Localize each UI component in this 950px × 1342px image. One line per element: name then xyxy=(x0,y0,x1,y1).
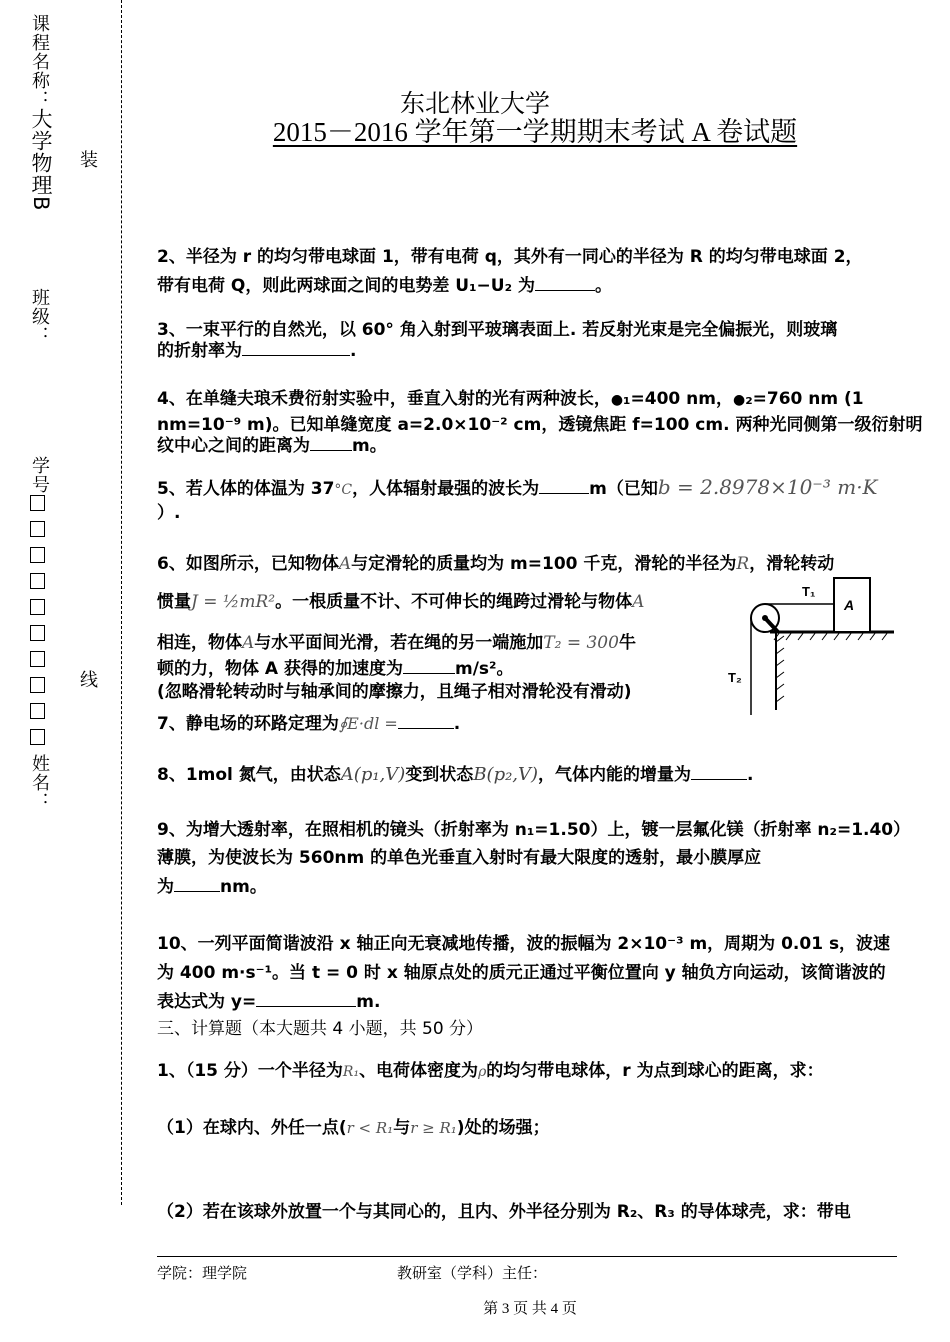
id-digit-box[interactable] xyxy=(30,703,45,719)
question-8: 8、1mol 氮气，由状态A(p₁,V)变到状态B(p₂,V)，气体内能的增量为 . xyxy=(157,760,754,790)
id-digit-box[interactable] xyxy=(30,677,45,693)
t2-label: T₂ xyxy=(728,670,742,685)
t1-label: T₁ xyxy=(802,584,816,599)
name-label: 姓名： xyxy=(29,754,50,811)
course-label: 课程名称： xyxy=(29,14,50,109)
answer-blank[interactable] xyxy=(535,272,595,291)
question-4-line-2: nm=10⁻⁹ m)。已知单缝宽度 a=2.0×10⁻² cm，透镜焦距 f=100 cm. 两种光同侧第一级衍射明 xyxy=(157,415,923,435)
binding-line xyxy=(121,0,122,1205)
id-digit-box[interactable] xyxy=(30,625,45,641)
pulley-figure xyxy=(722,570,902,720)
exam-title: 2015－2016 学年第一学期期末考试 A 卷试题 xyxy=(272,117,798,147)
id-digit-box[interactable] xyxy=(30,495,45,511)
answer-blank[interactable] xyxy=(539,475,589,494)
course-name: 大学物理B xyxy=(29,108,53,212)
answer-blank[interactable] xyxy=(398,710,454,729)
question-10-line-3: 表达式为 y= m. xyxy=(157,987,380,1017)
question-2-line-1: 2、半径为 r 的均匀带电球面 1，带有电荷 q，其外有一同心的半径为 R 的均匀带电球面 2， xyxy=(157,247,863,267)
calc-question-1-part-1: （1）在球内、外任一点(r < R₁与r ≥ R₁)处的场强； xyxy=(157,1118,550,1138)
question-10-line-1: 10、一列平面简谐波沿 x 轴正向无衰减地传播，波的振幅为 2×10⁻³ m，周期为 0.01 s，波速 xyxy=(157,934,891,954)
calc-question-1-part-2: （2）若在该球外放置一个与其同心的，且内、外半径分别为 R₂、R₃ 的导体球壳，求：带电 xyxy=(157,1202,851,1222)
question-4-line-1: 4、在单缝夫琅禾费衍射实验中，垂直入射的光有两种波长，●₁=400 nm，●₂=760 nm (1 xyxy=(157,389,864,409)
id-digit-box[interactable] xyxy=(30,547,45,563)
question-9-line-2: 薄膜，为使波长为 560nm 的单色光垂直入射时有最大限度的透射，最小膜厚应 xyxy=(157,848,762,868)
footer-director: 教研室（学科）主任： xyxy=(397,1266,548,1282)
answer-blank[interactable] xyxy=(691,761,747,780)
id-digit-box[interactable] xyxy=(30,729,45,745)
block-a-label: A xyxy=(844,597,855,613)
binding-mark: 装 xyxy=(80,150,98,170)
question-9-line-1: 9、为增大透射率，在照相机的镜头（折射率为 n₁=1.50）上，镀一层氟化镁（折射率 n₂=1.40） xyxy=(157,820,911,840)
question-5-line-1: 5、若人体的体温为 37°C，人体辐射最强的波长为 m（已知b = 2.8978×10⁻³ m·K xyxy=(157,475,878,499)
question-5-line-2: ）. xyxy=(157,503,181,523)
question-7: 7、静电场的环路定理为∮E·dl = . xyxy=(157,709,460,739)
section-3-heading: 三、计算题（本大题共 4 小题，共 50 分） xyxy=(157,1019,484,1039)
id-digit-box[interactable] xyxy=(30,521,45,537)
question-4-line-3: 纹中心之间的距离为 m。 xyxy=(157,431,387,461)
question-10-line-2: 为 400 m·s⁻¹。当 t = 0 时 x 轴原点处的质元正通过平衡位置向 y 轴负方向运动，该简谐波的 xyxy=(157,963,886,983)
question-2-line-2: 带有电荷 Q，则此两球面之间的电势差 U₁−U₂ 为 。 xyxy=(157,271,612,301)
question-6-line-1: 6、如图所示，已知物体A与定滑轮的质量均为 m=100 千克，滑轮的半径为R，滑轮转动 xyxy=(157,554,835,574)
question-6-line-3: 相连，物体A与水平面间光滑，若在绳的另一端施加T₂ = 300牛 xyxy=(157,633,636,653)
answer-blank[interactable] xyxy=(256,988,356,1007)
id-digit-box[interactable] xyxy=(30,651,45,667)
class-label: 班级： xyxy=(29,288,50,345)
footer-rule xyxy=(157,1256,897,1257)
answer-blank[interactable] xyxy=(310,432,352,451)
answer-blank[interactable] xyxy=(403,655,455,674)
question-6-line-2: 惯量J = ½mR²。一根质量不计、不可伸长的绳跨过滑轮与物体A xyxy=(157,592,645,612)
calc-question-1: 1、（15 分）一个半径为R₁、电荷体密度为ρ的均匀带电球体，r 为点到球心的距离，求： xyxy=(157,1061,824,1081)
line-mark: 线 xyxy=(80,670,98,690)
id-digit-box[interactable] xyxy=(30,599,45,615)
question-9-line-3: 为 nm。 xyxy=(157,872,267,902)
answer-blank[interactable] xyxy=(242,337,350,356)
university-title: 东北林业大学 xyxy=(399,91,550,118)
question-3-line-1: 3、一束平行的自然光，以 60° 角入射到平玻璃表面上. 若反射光束是完全偏振光，则玻璃 xyxy=(157,320,838,340)
id-digit-box[interactable] xyxy=(30,573,45,589)
question-6-note: (忽略滑轮转动时与轴承间的摩擦力，且绳子相对滑轮没有滑动) xyxy=(157,682,632,702)
answer-blank[interactable] xyxy=(174,873,220,892)
question-6-line-4: 顿的力，物体 A 获得的加速度为 m/s²。 xyxy=(157,654,514,684)
lambda-icon: ● xyxy=(610,392,624,408)
page-number: 第 3 页 共 4 页 xyxy=(483,1301,577,1317)
footer-college: 学院：理学院 xyxy=(157,1266,248,1282)
lambda-icon: ● xyxy=(732,392,746,408)
student-id-label: 学号 xyxy=(29,456,50,494)
question-3-line-2: 的折射率为 . xyxy=(157,336,356,366)
